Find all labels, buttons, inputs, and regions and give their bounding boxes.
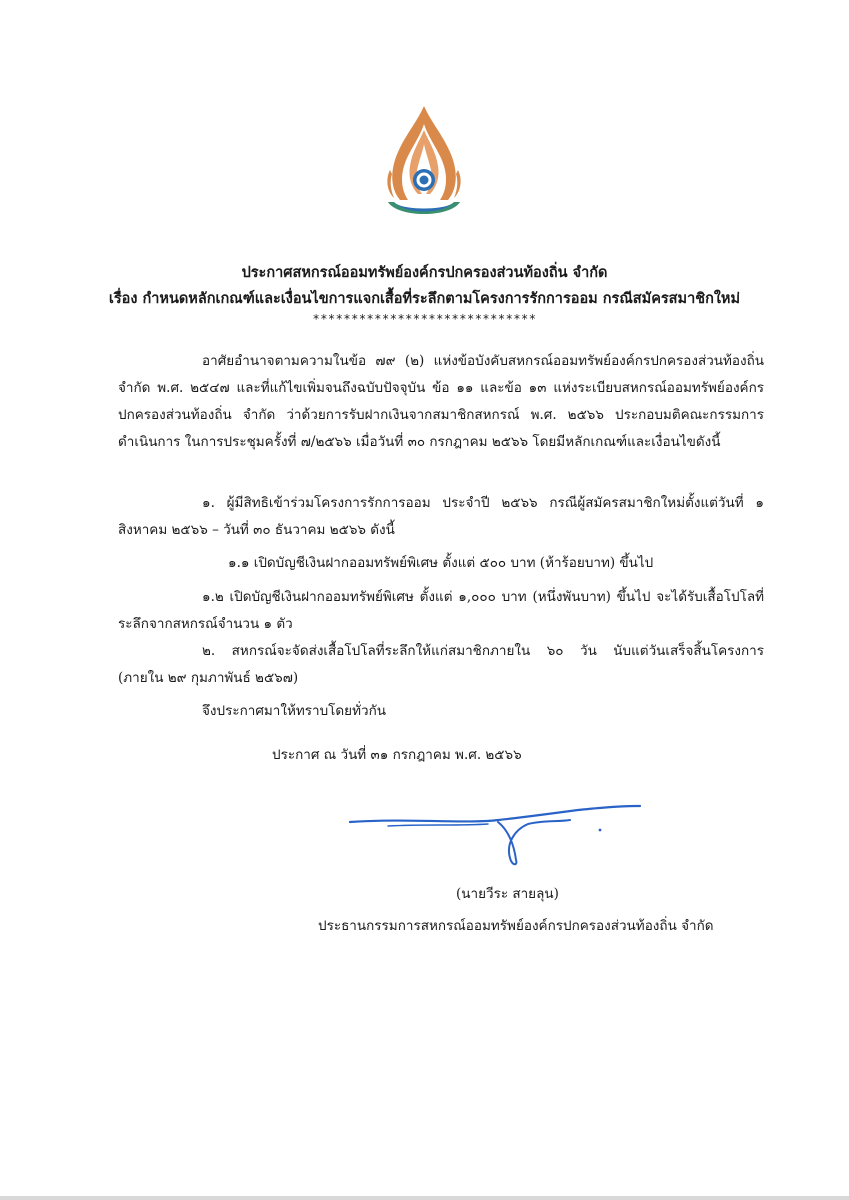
- signer-name: (นายวีระ สายลุน): [456, 886, 559, 902]
- intro-paragraph: อาศัยอำนาจตามความในข้อ ๗๙ (๒) แห่งข้อบังคับสหกรณ์ออมทรัพย์องค์กรปกครองส่วนท้องถิ่น จำกัด พ.ศ. ๒๕๔๗ และที่แก้ไขเพิ่มจนถึงฉบับปัจจุบัน ข้อ ๑๑ และข้อ ๑๓ แห่งระเบียบสหกรณ์ออมทรัพย์องค์กรปกครองส่วนท้องถิ่น จำกัด ว่าด้วยการรับฝากเงินจากสมาชิกสหกรณ์ พ.ศ. ๒๕๖๖ ประกอบมติคณะกรรมการดำเนินการ ในการประชุมครั้งที่ ๗/๒๕๖๖ เมื่อวันที่ ๓๐ กรกฎาคม ๒๕๖๖ โดยมีหลักเกณฑ์และเงื่อนไขดังนี้: [118, 353, 764, 450]
- signer-position: ประธานกรรมการสหกรณ์ออมทรัพย์องค์กรปกครองส่วนท้องถิ่น จำกัด: [318, 918, 714, 934]
- criteria-item-1: ๑. ผู้มีสิทธิเข้าร่วมโครงการรักการออม ประจำปี ๒๕๖๖ กรณีผู้สมัครสมาชิกใหม่ตั้งแต่วันที่ ๑ สิงหาคม ๒๕๖๖ – วันที่ ๓๐ ธันวาคม ๒๕๖๖ ดังนี้: [118, 495, 764, 538]
- announcement-subject: เรื่อง กำหนดหลักเกณฑ์และเงื่อนไขการแจกเสื้อที่ระลึกตามโครงการรักการออม กรณีสมัครสมาชิกใหม่: [108, 290, 741, 307]
- closing-statement: จึงประกาศมาให้ทราบโดยทั่วกัน: [202, 703, 386, 719]
- handwritten-signature-icon: [348, 800, 648, 870]
- criteria-item-1-1: ๑.๑ เปิดบัญชีเงินฝากออมทรัพย์พิเศษ ตั้งแต่ ๕๐๐ บาท (ห้าร้อยบาท) ขึ้นไป: [228, 555, 654, 571]
- page-edge: [0, 1196, 849, 1200]
- criteria-item-1-2: ๑.๒ เปิดบัญชีเงินฝากออมทรัพย์พิเศษ ตั้งแต่ ๑,๐๐๐ บาท (หนึ่งพันบาท) ขึ้นไป จะได้รับเสื้อโปโลที่ระลึกจากสหกรณ์จำนวน ๑ ตัว: [118, 589, 764, 632]
- announcement-date: ประกาศ ณ วันที่ ๓๑ กรกฎาคม พ.ศ. ๒๕๖๖: [272, 747, 522, 763]
- criteria-item-2: ๒. สหกรณ์จะจัดส่งเสื้อโปโลที่ระลึกให้แก่สมาชิกภายใน ๖๐ วัน นับแต่วันเสร็จสิ้นโครงการ (ภายใน ๒๙ กุมภาพันธ์ ๒๕๖๗): [118, 643, 764, 686]
- announcement-title: ประกาศสหกรณ์ออมทรัพย์องค์กรปกครองส่วนท้องถิ่น จำกัด: [241, 264, 608, 281]
- cooperative-logo-icon: [384, 104, 464, 222]
- separator-line: *****************************: [312, 312, 537, 326]
